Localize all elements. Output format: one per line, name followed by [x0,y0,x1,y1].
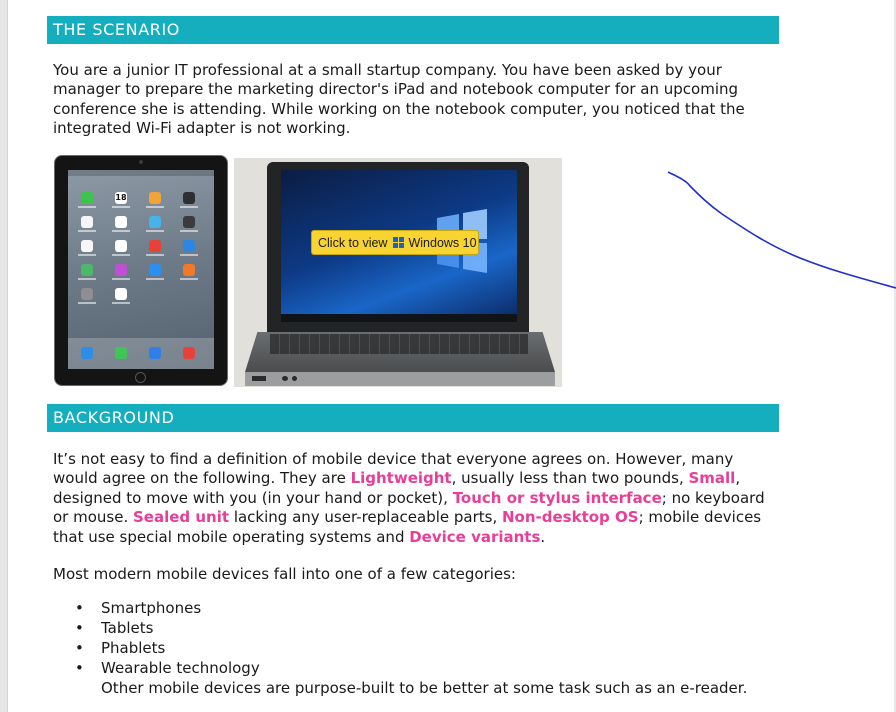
highlight-small: Small [688,469,736,488]
bullet-icon: • [75,619,84,637]
section-heading-scenario: THE SCENARIO [47,16,779,44]
paragraph-text: It’s not easy to find a definition of mobile device that everyone agrees on. However, many would agree on the following. They are [53,450,734,488]
paragraph-text: , designed to move with you (in your hand or pocket), [53,469,741,507]
bullet-icon: • [75,599,84,617]
section-heading-background: BACKGROUND [47,404,779,432]
closing-sentence: Other mobile devices are purpose-built to be better at some task such as an e-reader. [101,679,748,697]
highlight-non-desktop-os: Non-desktop OS [502,508,639,527]
list-item-text: Tablets [101,619,154,637]
paragraph-text: ; no keyboard or mouse. [53,488,765,527]
list-item-text: Smartphones [101,599,202,617]
bullet-icon: • [75,639,84,657]
highlight-sealed-unit: Sealed unit [133,508,230,527]
list-item-text: Phablets [101,639,166,657]
paragraph-text: , usually less than two pounds, [451,469,689,488]
highlight-device-variants: Device variants [409,527,541,546]
scenario-paragraph: You are a junior IT professional at a small startup company. You have been asked by your manager to prepare the marketing director's iPad and notebook computer for an upcoming conference she is attending. While working on the notebook computer, you noticed that the integrated Wi-Fi adapter is not working. [53,61,745,138]
calendar-date: 18 [115,193,127,202]
paragraph-text: ; mobile devices that use special mobile operating systems and [53,508,762,546]
paragraph-text: lacking any user-replaceable parts, [229,508,502,527]
highlight-lightweight: Lightweight [350,469,452,488]
view-button-suffix: Windows 10 [408,235,477,250]
list-item-text: Wearable technology [101,659,260,677]
highlight-touch-interface: Touch or stylus interface [452,488,662,507]
paragraph-text: . [540,527,546,546]
view-button-prefix: Click to view [318,235,388,250]
bullet-icon: • [75,659,84,677]
categories-intro: Most modern mobile devices fall into one of a few categories: [53,565,516,583]
